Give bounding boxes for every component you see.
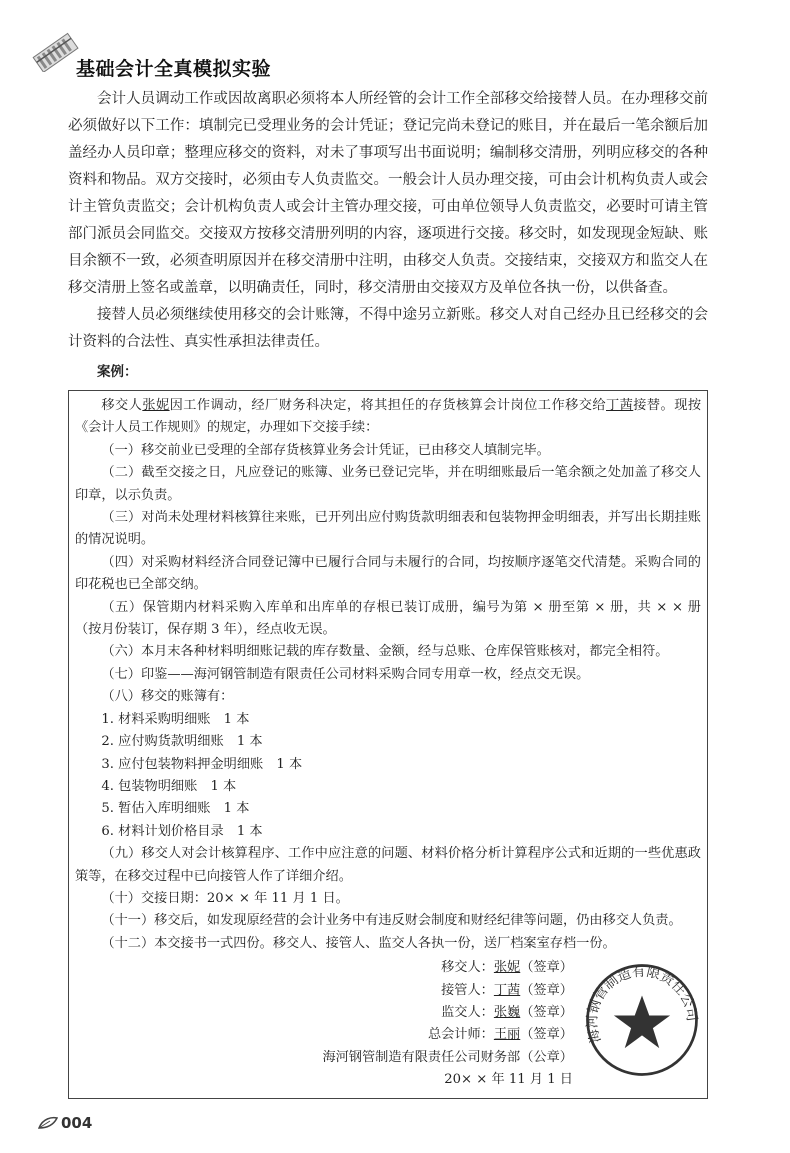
book-item: 1. 材料采购明细账 1 本 (101, 711, 250, 727)
stamp-text: 海河钢管制造有限责任公司 (584, 963, 700, 1046)
book-item: 3. 应付包装物料押金明细账 1 本 (101, 756, 303, 772)
case-item: （十二）本交接书一式四份。移交人、接管人、监交人各执一份，送厂档案室存档一份。 (101, 935, 616, 951)
case-item: （四）对采购材料经济合同登记簿中已履行合同与未履行的合同，均按顺序逐笔交代清楚。采购合同的印花税也已全部交纳。 (75, 554, 701, 593)
document-date: 20× × 年 11 月 1 日 (444, 1072, 573, 1088)
case-item: （二）截至交接之日，凡应登记的账簿、业务已登记完毕，并在明细账最后一笔余额之处加盖了移交人印章，以示负责。 (75, 465, 701, 503)
signer-name: 张妮 (493, 960, 521, 976)
role: 接管人： (441, 982, 494, 998)
organization-name: 海河钢管制造有限责任公司财务部（公章） (322, 1049, 573, 1065)
signature-line (322, 1024, 573, 1046)
seal-note: （签章） (520, 960, 573, 976)
case-item: （十）交接日期：20× × 年 11 月 1 日。 (101, 890, 349, 906)
case-box (68, 390, 708, 1099)
intro-text: 接替。现按《会计人员工作规则》的规定，办理如下交接手续： (75, 398, 702, 436)
case-label: 案例： (97, 364, 138, 380)
case-item: （一）移交前业已受理的全部存货核算业务会计凭证，已由移交人填制完毕。 (101, 442, 550, 458)
signature-line (322, 980, 573, 1002)
signature-lines (322, 957, 573, 1091)
book-item: 2. 应付购货款明细账 1 本 (101, 734, 263, 750)
seal-note: （签章） (520, 1027, 573, 1043)
seal-note: （签章） (520, 982, 573, 998)
role: 总会计师： (427, 1027, 494, 1043)
page-footer (38, 1113, 708, 1133)
page-title: 基础会计全真模拟实验 (76, 58, 272, 80)
name-successor: 丁茜 (606, 398, 634, 413)
body-text (68, 86, 708, 356)
book-item: 4. 包装物明细账 1 本 (101, 778, 237, 794)
role: 移交人： (441, 960, 494, 976)
company-seal-stamp (583, 961, 701, 1079)
page-header (68, 30, 708, 78)
intro-text: 移交人 (101, 398, 143, 413)
case-item: （七）印鉴——海河钢管制造有限责任公司材料采购合同专用章一枚，经点交无误。 (101, 666, 590, 682)
case-item: （十一）移交后，如发现原经营的会计业务中有违反财会制度和财经纪律等问题，仍由移交人负责。 (101, 913, 682, 929)
case-item: （三）对尚未处理材料核算往来账，已开列出应付购货款明细表和包装物押金明细表，并写出长期挂账的情况说明。 (75, 510, 701, 548)
signer-name: 丁茜 (493, 982, 521, 998)
paragraph: 接替人员必须继续使用移交的会计账簿，不得中途另立新账。移交人对自己经办且已经移交的会计资料的合法性、真实性承担法律责任。 (68, 307, 708, 350)
book-item: 5. 暂估入库明细账 1 本 (101, 801, 250, 817)
case-item: （八）移交的账簿有： (101, 689, 234, 705)
book-item: 6. 材料计划价格目录 1 本 (101, 823, 263, 839)
intro-text: 因工作调动，经厂财务科决定，将其担任的存货核算会计岗位工作移交给 (169, 398, 606, 413)
case-item: （九）移交人对会计核算程序、工作中应注意的问题、材料价格分析计算程序公式和近期的一些优惠政策等，在移交过程中已向接管人作了详细介绍。 (75, 846, 701, 884)
signature-line (322, 957, 573, 979)
signature-block (75, 957, 701, 1091)
page-number: 004 (61, 1113, 93, 1132)
case-intro (75, 395, 701, 440)
paragraph: 会计人员调动工作或因故离职必须将本人所经管的会计工作全部移交给接替人员。在办理移交前必须做好以下工作：填制完已受理业务的会计凭证；登记完尚未登记的账目，并在最后一笔余额后加盖经办人员印章；整理应移交的资料，对未了事项写出书面说明；编制移交清册，列明应移交的各种资料和物品。双方交接时，必须由专人负责监交。一般会计人员办理交接，可由会计机构负责人或会计主管负责监交；会计机构负责人或会计主管办理交接，可由单位领导人负责监交，必要时可请主管部门派员会同监交。交接双方按移交清册列明的内容，逐项进行交接。移交时，如发现现金短缺、账目余额不一致，必须查明原因并在移交清册中注明，由移交人负责。交接结束，交接双方和监交人在移交清册上签名或盖章，以明确责任，同时，移交清册由交接双方及单位各执一份，以供备查。 (68, 91, 708, 296)
case-item: （六）本月末各种材料明细账记载的库存数量、金额，经与总账、仓库保管账核对，都完全相符。 (101, 644, 669, 660)
name-transferor: 张妮 (142, 398, 170, 413)
star-icon (614, 996, 670, 1049)
seal-note: （签章） (520, 1004, 573, 1020)
role: 监交人： (441, 1004, 494, 1020)
case-item: （五）保管期内材料采购入库单和出库单的存根已装订成册，编号为第 × 册至第 × 册，共 × × 册（按月份装订，保存期 3 年），经点收无误。 (75, 599, 701, 638)
signature-line (322, 1002, 573, 1024)
signer-name: 张巍 (493, 1004, 521, 1020)
abacus-logo-icon (30, 32, 80, 72)
signer-name: 王丽 (493, 1027, 521, 1043)
leaf-icon (38, 1116, 58, 1130)
